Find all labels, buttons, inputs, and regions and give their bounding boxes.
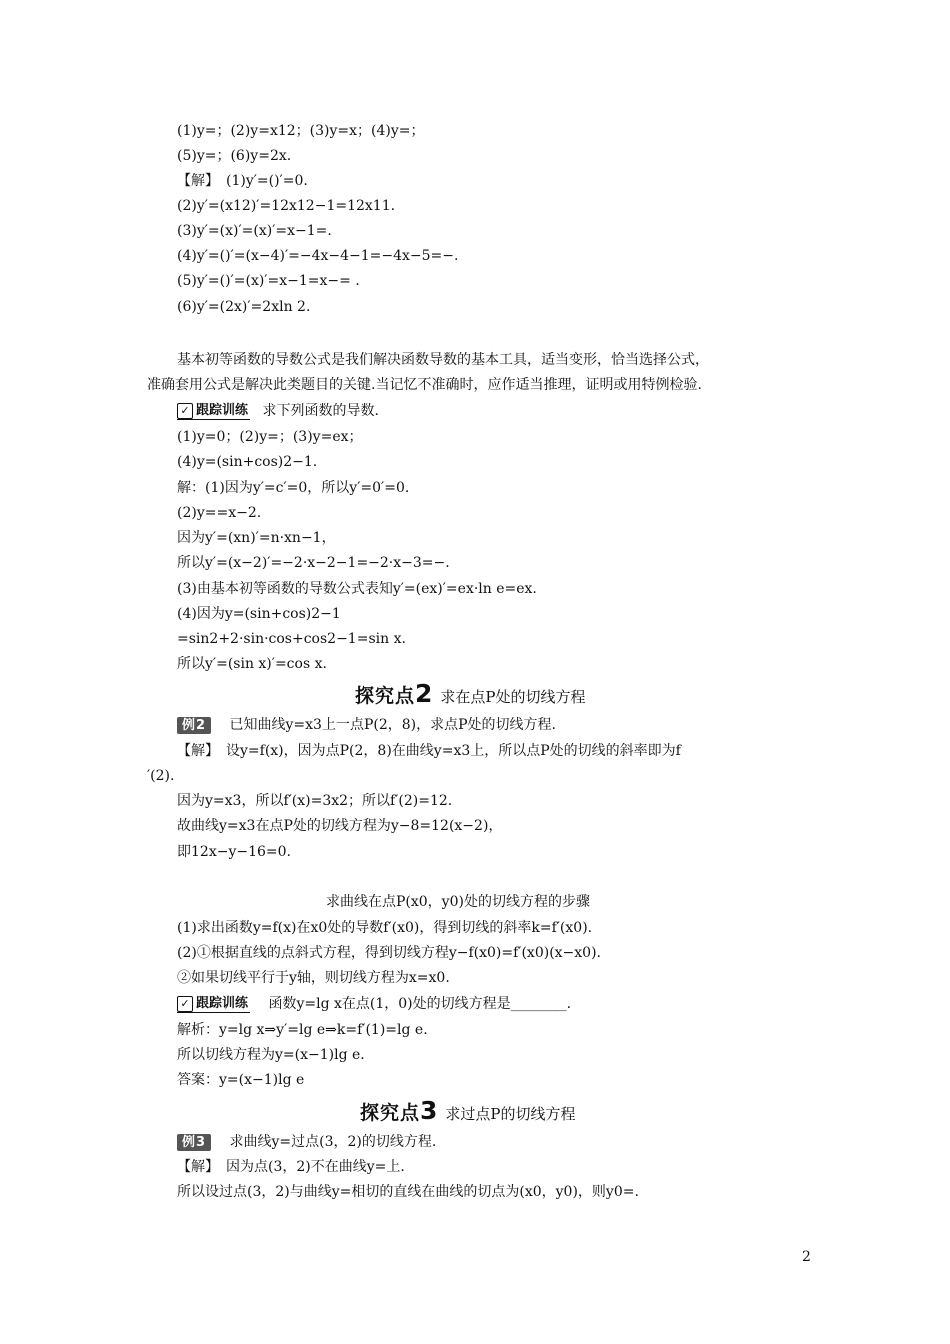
note-line: 基本初等函数的导数公式是我们解决函数导数的基本工具，适当变形，恰当选择公式，	[177, 352, 709, 368]
text-line: 因为y′=(xn)′=n·xn−1，	[177, 530, 336, 546]
training-prompt: 函数y=lg x在点(1，0)处的切线方程是________.	[268, 996, 572, 1012]
text-line: ②如果切线平行于y轴，则切线方程为x=x0.	[177, 970, 450, 986]
check-icon: ✓	[177, 403, 193, 419]
training-header	[177, 401, 379, 421]
training-badge: ✓ 跟踪训练	[177, 995, 250, 1013]
text-line: (2)y′=(x12)′=12x12−1=12x11.	[177, 198, 396, 214]
note-line: 准确套用公式是解决此类题目的关键.当记忆不准确时，应作适当推理，证明或用特例检验.	[147, 377, 702, 393]
page-number: 2	[802, 1249, 811, 1265]
text-line: (5)y′=()′=(x)′=x−1=x−= .	[177, 273, 360, 289]
section-heading-3: 探究点3 求过点P的切线方程	[360, 1096, 576, 1125]
text-line: 答案：y=(x−1)lg e	[177, 1072, 305, 1088]
text-line: 即12x−y−16=0.	[177, 844, 291, 860]
text-line: ′(2).	[147, 768, 175, 784]
steps-title: 求曲线在点P(x0，y0)处的切线方程的步骤	[326, 894, 590, 910]
text-line: (5)y=；(6)y=2x.	[177, 148, 292, 164]
text-line: 【解】 设y=f(x)，因为点P(2，8)在曲线y=x3上，所以点P处的切线的斜率即为f	[177, 743, 681, 759]
section-heading-2: 探究点2 求在点P处的切线方程	[355, 679, 586, 708]
text-line: (6)y′=(2x)′=2xln 2.	[177, 299, 311, 315]
text-line: (4)y′=()′=(x−4)′=−4x−4−1=−4x−5=−.	[177, 248, 459, 264]
example-question: 已知曲线y=x3上一点P(2，8)，求点P处的切线方程.	[229, 717, 556, 733]
example-header	[177, 1132, 436, 1152]
text-line: 因为y=x3，所以f′(x)=3x2；所以f′(2)=12.	[177, 793, 453, 809]
training-prompt: 求下列函数的导数.	[262, 403, 379, 419]
text-line: 解：(1)因为y′=c′=0，所以y′=0′=0.	[177, 480, 410, 496]
training-header	[177, 994, 571, 1014]
text-line: 【解】 因为点(3，2)不在曲线y=上.	[177, 1159, 405, 1175]
text-line: (1)求出函数y=f(x)在x0处的导数f′(x0)，得到切线的斜率k=f′(x0).	[177, 920, 593, 936]
text-line: (1)y=；(2)y=x12；(3)y=x；(4)y=；	[177, 123, 425, 139]
example-badge: 例3	[177, 1134, 211, 1151]
text-line: 故曲线y=x3在点P处的切线方程为y−8=12(x−2)，	[177, 818, 503, 834]
text-line: (4)因为y=(sin+cos)2−1	[177, 606, 341, 622]
training-badge: ✓ 跟踪训练	[177, 402, 250, 420]
check-icon: ✓	[177, 996, 193, 1012]
text-line: (1)y=0；(2)y=；(3)y=ex；	[177, 429, 363, 445]
text-line: (3)由基本初等函数的导数公式表知y′=(ex)′=ex·ln e=ex.	[177, 581, 537, 597]
text-line: (3)y′=(x)′=(x)′=x−1=.	[177, 223, 332, 239]
text-line: (2)①根据直线的点斜式方程，得到切线方程y−f(x0)=f′(x0)(x−x0).	[177, 945, 601, 961]
text-line: (4)y=(sin+cos)2−1.	[177, 454, 318, 470]
example-header	[177, 715, 556, 735]
example-badge: 例2	[177, 717, 211, 734]
text-line: 所以设过点(3，2)与曲线y=相切的直线在曲线的切点为(x0，y0)，则y0=.	[177, 1184, 639, 1200]
example-question: 求曲线y=过点(3，2)的切线方程.	[229, 1134, 437, 1150]
text-line: (2)y==x−2.	[177, 505, 262, 521]
text-line: 所以切线方程为y=(x−1)lg e.	[177, 1047, 365, 1063]
text-line: 所以y′=(sin x)′=cos x.	[177, 656, 327, 672]
text-line: 所以y′=(x−2)′=−2·x−2−1=−2·x−3=−.	[177, 555, 450, 571]
text-line: 【解】 (1)y′=()′=0.	[177, 173, 308, 189]
text-line: 解析：y=lg x⇒y′=lg e⇒k=f′(1)=lg e.	[177, 1022, 428, 1038]
text-line: =sin2+2·sin·cos+cos2−1=sin x.	[177, 631, 406, 647]
